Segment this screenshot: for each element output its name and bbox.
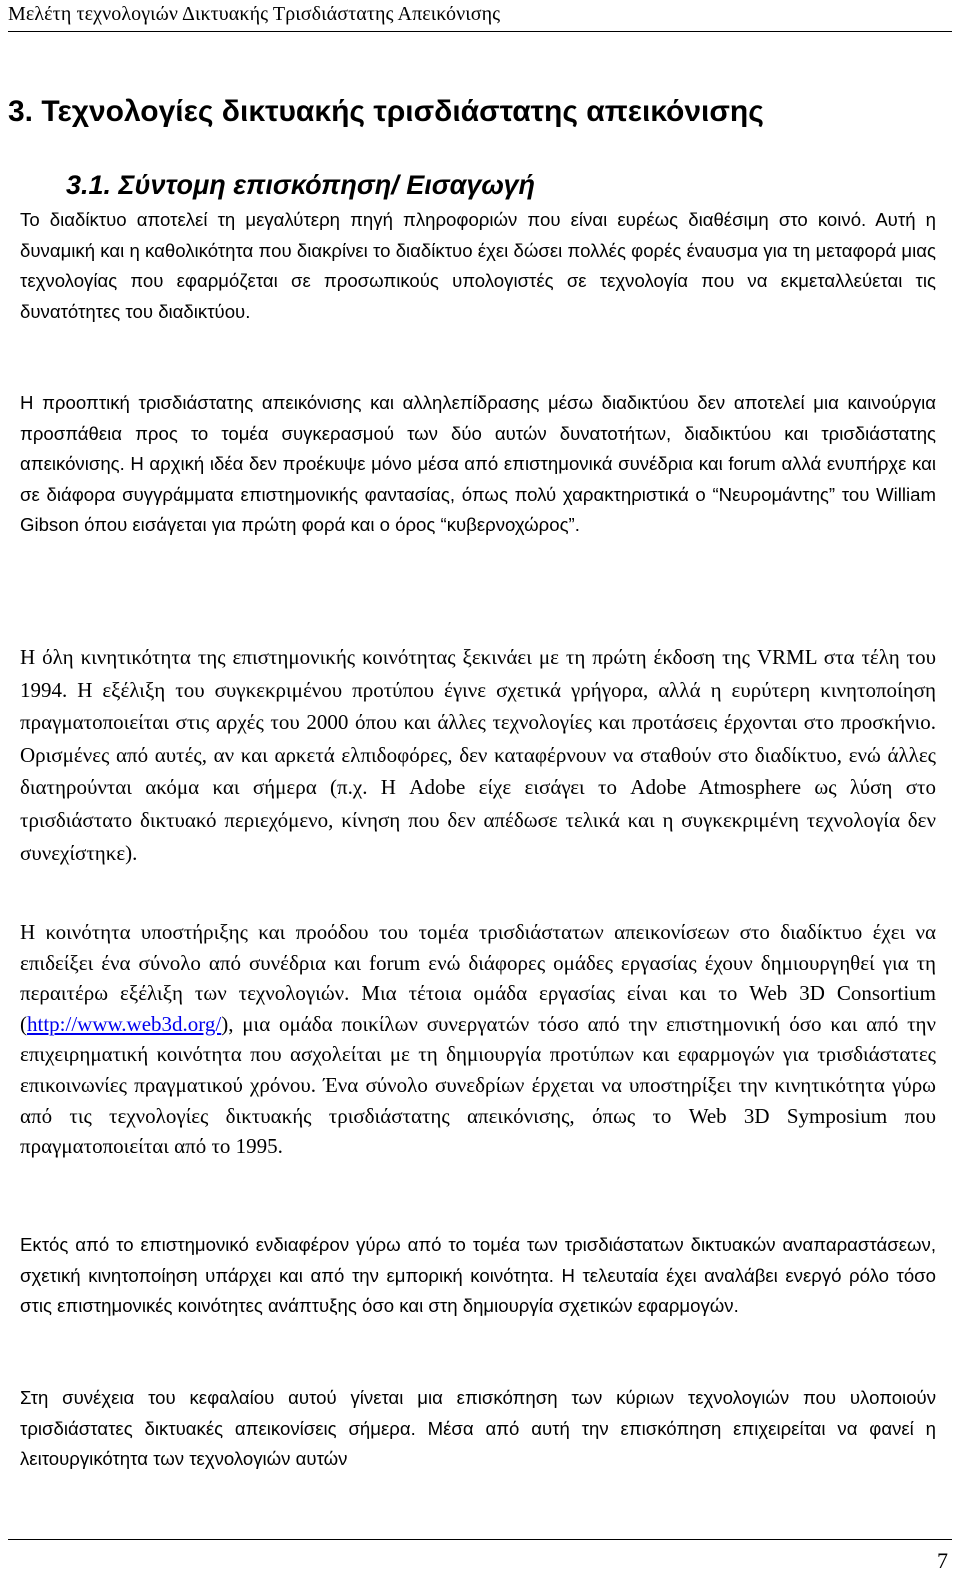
paragraph-community <box>20 917 936 1162</box>
header-divider <box>8 31 952 32</box>
paragraph-community-text-a: Η κοινότητα υποστήριξης και προόδου του τομέα τρισδιάστατων απεικονίσεων στο διαδίκτυο έχει να επιδείξει ένα σύνολο από συνέδρια και forum ενώ διάφορες ομάδες εργασίας έχουν δημιουργηθεί για τη περαιτέρω εξέλιξη των τεχνολογιών. Μια τέτοια ομάδα εργασίας είναι και το Web 3D Consortium ( <box>20 920 936 1036</box>
web3d-link[interactable]: http://www.web3d.org/ <box>27 1011 222 1036</box>
running-header <box>8 2 952 32</box>
page-number: 7 <box>937 1548 948 1573</box>
paragraph-intro: Το διαδίκτυο αποτελεί τη μεγαλύτερη πηγή πληροφοριών που είναι ευρέως διαθέσιμη στο κοινό. Αυτή η δυναμική και η καθολικότητα που διακρίνει το διαδίκτυο έχει δώσει πολλές φορές έναυσμα για τη μεταφορά μιας τεχνολογίας που εφαρμόζεται σε προσωπικούς υπολογιστές σε τεχνολογία που να εκμεταλλεύεται τις δυνατότητες του διαδικτύου. <box>20 209 936 322</box>
footer-divider <box>8 1539 952 1540</box>
paragraph-vrml-history: Η όλη κινητικότητα της επιστημονικής κοινότητας ξεκινάει με τη πρώτη έκδοση της VRML στα τέλη του 1994. Η εξέλιξη του συγκεκριμένου προτύπου έγινε σχετικά γρήγορα, αλλά η ευρύτερη κινητοποίηση πραγματοποιείται στις αρχές του 2000 όπου και άλλες τεχνολογίες και προτάσεις έρχονται στο προσκήνιο. Ορισμένες από αυτές, αν και αρκετά ελπιδοφόρες, δεν καταφέρνουν να σταθούν στο διαδίκτυο, ενώ άλλες διατηρούνται ακόμα και σήμερα (π.χ. Η Adobe είχε εισάγει το Adobe Atmosphere ως λύση στο τρισδιάστατο δικτυακό περιεχόμενο, κίνηση που δεν απέδωσε τελικά και η συγκεκριμένη τεχνολογία δεν συνεχίστηκε). <box>20 645 936 865</box>
section-heading: 3.1. Σύντομη επισκόπηση/ Εισαγωγή <box>66 170 535 200</box>
chapter-heading: 3. Τεχνολογίες δικτυακής τρισδιάστατης απεικόνισης <box>8 95 764 128</box>
paragraph-chapter-overview: Στη συνέχεια του κεφαλαίου αυτού γίνεται μια επισκόπηση των κύριων τεχνολογιών που υλοποιούν τρισδιάστατες δικτυακές απεικονίσεις σήμερα. Μέσα από αυτή την επισκόπηση επιχειρείται να φανεί η λειτουργικότητα των τεχνολογιών αυτών <box>20 1387 936 1470</box>
running-header-title: Μελέτη τεχνολογιών Δικτυακής Τρισδιάστατης Απεικόνισης <box>8 3 501 25</box>
paragraph-commercial: Εκτός από το επιστημονικό ενδιαφέρον γύρω από το τομέα των τρισδιάστατων δικτυακών αναπαραστάσεων, σχετική κινητοποίηση υπάρχει και από την εμπορική κοινότητα. Η τελευταία έχει αναλάβει ενεργό ρόλο τόσο στις επιστημονικές κοινότητες ανάπτυξης όσο και στη δημιουργία σχετικών εφαρμογών. <box>20 1234 936 1317</box>
paragraph-community-text-b: ), μια ομάδα ποικίλων συνεργατών τόσο από την επιστημονική όσο και από την επιχειρηματική κοινότητα που ασχολείται με τη δημιουργία προτύπων και εφαρμογών για τρισδιάστατες επικοινωνίες πραγματικού χρόνου. Ένα σύνολο συνεδρίων έρχεται να υποστηρίξει την κινητικότητα γύρω από τις τεχνολογίες δικτυακής τρισδιάστατης απεικόνισης, όπως το Web 3D Symposium που πραγματοποιείται από το 1995. <box>20 1011 936 1159</box>
paragraph-3d-perspective: Η προοπτική τρισδιάστατης απεικόνισης και αλληλεπίδρασης μέσω διαδικτύου δεν αποτελεί μια καινούργια προσπάθεια προς το τομέα συγκερασμού των δύο αυτών δυνατοτήτων, διαδικτύου και τρισδιάστατης απεικόνισης. Η αρχική ιδέα δεν προέκυψε μόνο μέσα από επιστημονικά συνέδρια και forum αλλά ενυπήρχε και σε διάφορα συγγράμματα επιστημονικής φαντασίας, όπως πολύ χαρακτηριστικά ο “Νευρομάντης” του William Gibson όπου εισάγεται για πρώτη φορά και ο όρος “κυβερνοχώρος”. <box>20 392 936 536</box>
